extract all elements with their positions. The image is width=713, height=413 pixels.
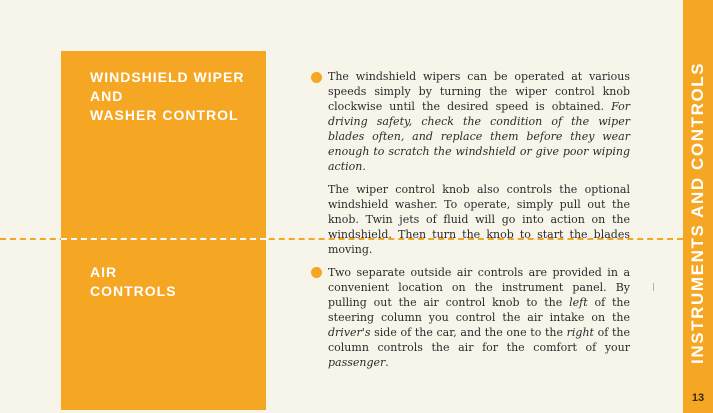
air-text-segment: left	[569, 296, 588, 309]
page-number: 13	[691, 392, 705, 404]
air-body-text	[328, 265, 630, 378]
heading-windshield-wiper	[90, 68, 244, 125]
bullet-dot-icon	[311, 267, 322, 278]
heading-line: WASHER CONTROL	[90, 107, 239, 123]
heading-air-controls	[90, 263, 177, 301]
chapter-title: INSTRUMENTS AND CONTROLS	[688, 61, 707, 364]
air-paragraph	[328, 265, 630, 370]
heading-line: CONTROLS	[90, 283, 177, 299]
air-text-segment: Two separate outside air controls are provided in a convenient location on the instrument panel. By pulling out the air control knob to the	[328, 266, 630, 309]
wiper-body-text	[328, 69, 630, 265]
air-text-segment: driver's	[328, 326, 371, 339]
bullet-dot-icon	[311, 72, 322, 83]
paper-mark	[653, 283, 654, 291]
heading-line: WINDSHIELD WIPER	[90, 69, 245, 85]
heading-line: AND	[90, 88, 124, 104]
air-text-segment: of the column controls the air for the comfort of your	[328, 326, 630, 354]
air-text-segment: .	[385, 356, 389, 369]
air-text-segment: passenger	[328, 356, 386, 369]
air-text-segment: right	[566, 326, 594, 339]
wiper-paragraph-2: The wiper control knob also controls the optional windshield washer. To operate, simply pull out the knob. Twin jets of fluid will go into action on the windshield. Then turn the knob to start the blades moving.	[328, 183, 630, 256]
wiper-paragraph-1	[328, 69, 630, 174]
section-divider-inner	[61, 238, 266, 240]
heading-line: AIR	[90, 264, 118, 280]
wiper-text-italic: For driving safety, check the condition of the wiper blades often, and replace them before they wear enough to scratch the windshield or give poor wiping action.	[328, 100, 630, 173]
air-text-segment: side of the car, and the one to the	[370, 326, 567, 339]
air-text-segment: of the steering column you control the air intake on the	[328, 296, 630, 324]
wiper-text-normal: The windshield wipers can be operated at various speeds simply by turning the wiper control knob clockwise until the desired speed is obtained.	[328, 70, 630, 113]
